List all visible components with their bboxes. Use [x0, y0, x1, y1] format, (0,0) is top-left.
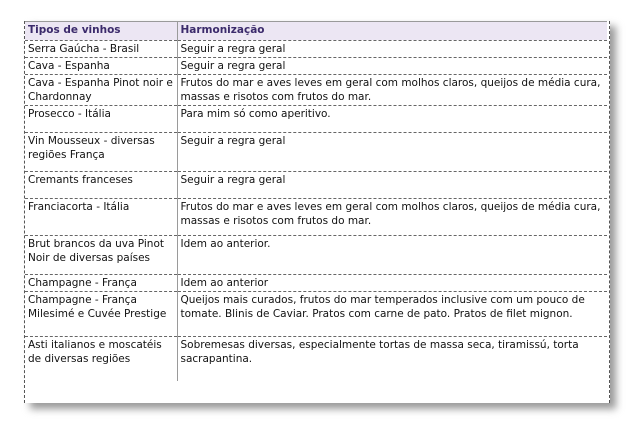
- table-row: [25, 292, 607, 337]
- wine-type-cell: Cava - Espanha: [25, 58, 177, 75]
- pairing-cell: Idem ao anterior: [177, 275, 607, 292]
- pairing-cell: Queijos mais curados, frutos do mar temperados inclusive com um pouco de tomate. Blinis de Caviar. Pratos com carne de pato. Pratos de filet mignon.: [177, 292, 607, 337]
- wine-pairing-table: [25, 21, 607, 381]
- pairing-cell: Idem ao anterior.: [177, 236, 607, 275]
- wine-type-cell: Champagne - França: [25, 275, 177, 292]
- pairing-cell: Seguir a regra geral: [177, 41, 607, 58]
- wine-type-cell: Champagne - França Milesimé e Cuvée Prestige: [25, 292, 177, 337]
- table-row: [25, 106, 607, 133]
- table-row: [25, 41, 607, 58]
- wine-type-cell: Serra Gaúcha - Brasil: [25, 41, 177, 58]
- pairing-cell: Frutos do mar e aves leves em geral com molhos claros, queijos de média cura, massas e risotos com frutos do mar.: [177, 199, 607, 236]
- table-row: [25, 58, 607, 75]
- wine-type-cell: Asti italianos e moscatéis de diversas regiões: [25, 337, 177, 382]
- wine-type-cell: [25, 236, 177, 275]
- pairing-cell: Seguir a regra geral: [177, 133, 607, 172]
- column-header-pairing: Harmonização: [177, 22, 607, 41]
- wine-type-text: Brut brancos da uva Pinot Noir de diversas países: [28, 238, 164, 264]
- table-row: [25, 133, 607, 172]
- table-row: [25, 236, 607, 275]
- wine-type-cell: Vin Mousseux - diversas regiões França: [25, 133, 177, 172]
- table-row: [25, 75, 607, 106]
- header-row: [25, 22, 607, 41]
- pairing-cell: Seguir a regra geral: [177, 58, 607, 75]
- pairing-cell: Seguir a regra geral: [177, 172, 607, 199]
- table-row: [25, 199, 607, 236]
- wine-type-cell: Prosecco - Itália: [25, 106, 177, 133]
- column-header-wine-type: Tipos de vinhos: [25, 22, 177, 41]
- wine-pairing-sheet: [24, 21, 610, 403]
- wine-type-cell: Franciacorta - Itália: [25, 199, 177, 236]
- wine-type-cell: Cava - Espanha Pinot noir e Chardonnay: [25, 75, 177, 106]
- wine-type-cell: Cremants franceses: [25, 172, 177, 199]
- pairing-cell: Sobremesas diversas, especialmente tortas de massa seca, tiramissú, torta sacrapantina.: [177, 337, 607, 382]
- table-row: [25, 275, 607, 292]
- pairing-cell: Frutos do mar e aves leves em geral com molhos claros, queijos de média cura, massas e risotos com frutos do mar.: [177, 75, 607, 106]
- table-row: [25, 337, 607, 382]
- pairing-cell: Para mim só como aperitivo.: [177, 106, 607, 133]
- table-row: [25, 172, 607, 199]
